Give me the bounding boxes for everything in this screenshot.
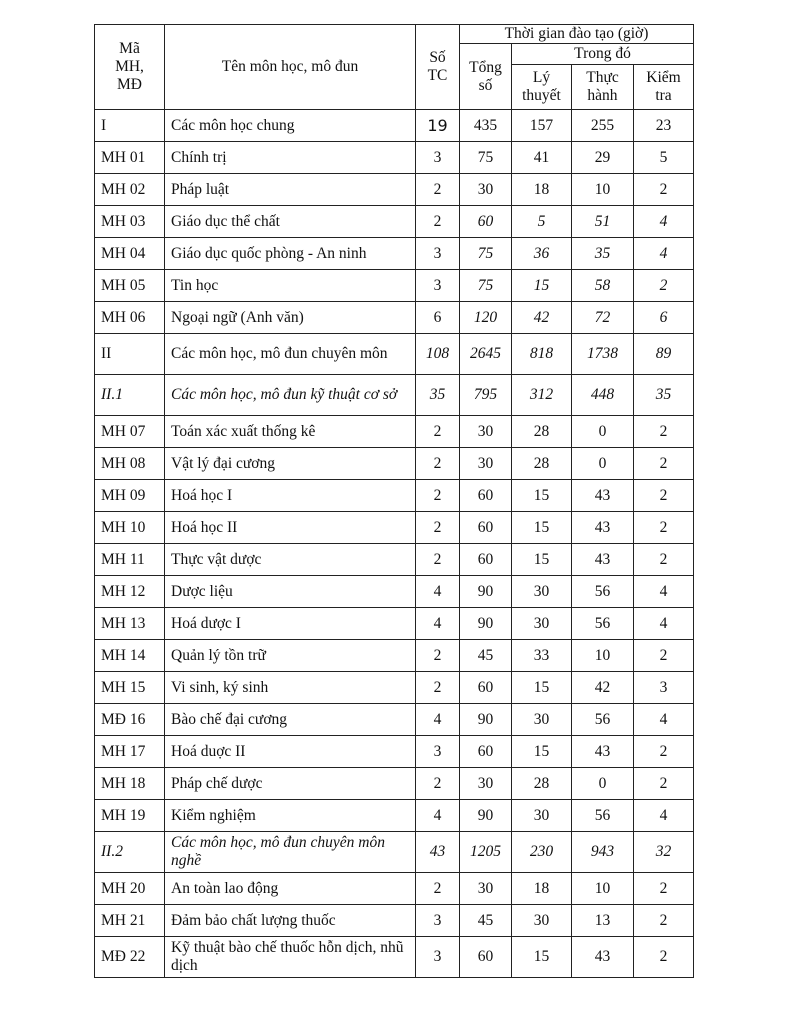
row-exam: 2 bbox=[634, 640, 694, 672]
row-total: 75 bbox=[460, 270, 512, 302]
row-total: 45 bbox=[460, 640, 512, 672]
row-credits: 3 bbox=[416, 238, 460, 270]
table-row bbox=[95, 873, 694, 905]
row-code: MH 11 bbox=[95, 544, 165, 576]
table-row bbox=[95, 800, 694, 832]
row-total: 30 bbox=[460, 768, 512, 800]
row-theory: 33 bbox=[512, 640, 572, 672]
row-exam: 35 bbox=[634, 375, 694, 416]
row-code: MH 10 bbox=[95, 512, 165, 544]
row-name: Ngoại ngữ (Anh văn) bbox=[165, 302, 416, 334]
table-row bbox=[95, 110, 694, 142]
table-row bbox=[95, 608, 694, 640]
row-total: 435 bbox=[460, 110, 512, 142]
row-practice: 0 bbox=[572, 448, 634, 480]
row-practice: 0 bbox=[572, 768, 634, 800]
row-name: Các môn học, mô đun chuyên môn bbox=[165, 334, 416, 375]
row-total: 90 bbox=[460, 800, 512, 832]
row-code: MH 21 bbox=[95, 905, 165, 937]
row-name: Hoá dược I bbox=[165, 608, 416, 640]
row-name: Giáo dục thể chất bbox=[165, 206, 416, 238]
row-practice: 255 bbox=[572, 110, 634, 142]
row-credits: 2 bbox=[416, 480, 460, 512]
row-practice: 10 bbox=[572, 174, 634, 206]
table-row bbox=[95, 238, 694, 270]
table-row bbox=[95, 334, 694, 375]
row-exam: 2 bbox=[634, 416, 694, 448]
row-exam: 4 bbox=[634, 704, 694, 736]
row-practice: 43 bbox=[572, 512, 634, 544]
row-code: II bbox=[95, 334, 165, 375]
table-row bbox=[95, 142, 694, 174]
row-name: Chính trị bbox=[165, 142, 416, 174]
row-theory: 818 bbox=[512, 334, 572, 375]
table-row bbox=[95, 905, 694, 937]
row-name: Vật lý đại cương bbox=[165, 448, 416, 480]
row-name: Hoá học II bbox=[165, 512, 416, 544]
row-code: MH 12 bbox=[95, 576, 165, 608]
row-credits: 4 bbox=[416, 800, 460, 832]
row-total: 60 bbox=[460, 480, 512, 512]
row-credits: 35 bbox=[416, 375, 460, 416]
row-code: MH 20 bbox=[95, 873, 165, 905]
row-name: Kiểm nghiệm bbox=[165, 800, 416, 832]
row-name: Pháp chế dược bbox=[165, 768, 416, 800]
row-theory: 15 bbox=[512, 512, 572, 544]
header-total: Tổng số bbox=[460, 44, 512, 110]
row-total: 1205 bbox=[460, 832, 512, 873]
row-exam: 32 bbox=[634, 832, 694, 873]
row-exam: 2 bbox=[634, 480, 694, 512]
table-row bbox=[95, 375, 694, 416]
row-credits: 3 bbox=[416, 142, 460, 174]
row-code: II.2 bbox=[95, 832, 165, 873]
row-practice: 58 bbox=[572, 270, 634, 302]
row-practice: 56 bbox=[572, 608, 634, 640]
row-practice: 72 bbox=[572, 302, 634, 334]
row-practice: 943 bbox=[572, 832, 634, 873]
row-credits: 3 bbox=[416, 937, 460, 978]
row-total: 120 bbox=[460, 302, 512, 334]
row-theory: 15 bbox=[512, 270, 572, 302]
row-name: An toàn lao động bbox=[165, 873, 416, 905]
row-total: 75 bbox=[460, 238, 512, 270]
row-practice: 1738 bbox=[572, 334, 634, 375]
row-practice: 10 bbox=[572, 873, 634, 905]
table-row bbox=[95, 174, 694, 206]
row-theory: 15 bbox=[512, 672, 572, 704]
row-name: Các môn học, mô đun kỹ thuật cơ sở bbox=[165, 375, 416, 416]
header-of-which: Trong đó bbox=[512, 44, 694, 65]
table-row bbox=[95, 302, 694, 334]
row-code: MH 04 bbox=[95, 238, 165, 270]
row-credits: 2 bbox=[416, 206, 460, 238]
row-credits: 4 bbox=[416, 704, 460, 736]
row-exam: 89 bbox=[634, 334, 694, 375]
row-code: MH 13 bbox=[95, 608, 165, 640]
row-credits: 3 bbox=[416, 736, 460, 768]
row-name: Giáo dục quốc phòng - An ninh bbox=[165, 238, 416, 270]
row-code: MH 08 bbox=[95, 448, 165, 480]
row-credits: 2 bbox=[416, 512, 460, 544]
row-code: MH 09 bbox=[95, 480, 165, 512]
table-row bbox=[95, 768, 694, 800]
row-credits: 4 bbox=[416, 576, 460, 608]
row-exam: 4 bbox=[634, 800, 694, 832]
row-exam: 23 bbox=[634, 110, 694, 142]
row-theory: 15 bbox=[512, 937, 572, 978]
table-row bbox=[95, 672, 694, 704]
row-code: MH 06 bbox=[95, 302, 165, 334]
row-credits: 2 bbox=[416, 448, 460, 480]
row-exam: 2 bbox=[634, 873, 694, 905]
row-practice: 29 bbox=[572, 142, 634, 174]
header-training-time: Thời gian đào tạo (giờ) bbox=[460, 25, 694, 44]
row-theory: 41 bbox=[512, 142, 572, 174]
row-exam: 4 bbox=[634, 576, 694, 608]
header-code: Mã MH, MĐ bbox=[95, 25, 165, 110]
row-exam: 2 bbox=[634, 544, 694, 576]
table-row bbox=[95, 937, 694, 978]
row-practice: 56 bbox=[572, 576, 634, 608]
row-exam: 2 bbox=[634, 905, 694, 937]
row-total: 45 bbox=[460, 905, 512, 937]
row-practice: 35 bbox=[572, 238, 634, 270]
row-total: 60 bbox=[460, 937, 512, 978]
row-theory: 18 bbox=[512, 174, 572, 206]
row-exam: 2 bbox=[634, 937, 694, 978]
row-practice: 56 bbox=[572, 800, 634, 832]
row-name: Hoá học I bbox=[165, 480, 416, 512]
row-name: Quản lý tồn trữ bbox=[165, 640, 416, 672]
row-code: I bbox=[95, 110, 165, 142]
row-practice: 56 bbox=[572, 704, 634, 736]
header-name: Tên môn học, mô đun bbox=[165, 25, 416, 110]
row-theory: 30 bbox=[512, 576, 572, 608]
row-credits: 2 bbox=[416, 416, 460, 448]
header-practice: Thực hành bbox=[572, 65, 634, 110]
row-exam: 6 bbox=[634, 302, 694, 334]
header-exam: Kiểm tra bbox=[634, 65, 694, 110]
row-practice: 42 bbox=[572, 672, 634, 704]
row-credits: 2 bbox=[416, 768, 460, 800]
row-total: 30 bbox=[460, 416, 512, 448]
row-code: MH 02 bbox=[95, 174, 165, 206]
row-name: Bào chế đại cương bbox=[165, 704, 416, 736]
row-total: 30 bbox=[460, 174, 512, 206]
row-theory: 15 bbox=[512, 544, 572, 576]
row-exam: 2 bbox=[634, 270, 694, 302]
table-row bbox=[95, 270, 694, 302]
row-exam: 2 bbox=[634, 512, 694, 544]
row-credits: 2 bbox=[416, 640, 460, 672]
row-practice: 43 bbox=[572, 544, 634, 576]
table-row bbox=[95, 832, 694, 873]
table-row bbox=[95, 576, 694, 608]
table-header bbox=[95, 25, 694, 110]
row-credits: 108 bbox=[416, 334, 460, 375]
row-name: Thực vật dược bbox=[165, 544, 416, 576]
table-row bbox=[95, 206, 694, 238]
table-row bbox=[95, 544, 694, 576]
row-exam: 2 bbox=[634, 448, 694, 480]
row-total: 90 bbox=[460, 608, 512, 640]
row-total: 60 bbox=[460, 512, 512, 544]
row-name: Toán xác xuất thống kê bbox=[165, 416, 416, 448]
curriculum-table bbox=[94, 24, 694, 978]
row-theory: 30 bbox=[512, 608, 572, 640]
row-name: Kỹ thuật bào chế thuốc hỗn dịch, nhũ dịch bbox=[165, 937, 416, 978]
row-total: 60 bbox=[460, 672, 512, 704]
row-credits: 3 bbox=[416, 270, 460, 302]
row-total: 60 bbox=[460, 544, 512, 576]
row-name: Hoá duợc II bbox=[165, 736, 416, 768]
table-row bbox=[95, 640, 694, 672]
row-code: MH 01 bbox=[95, 142, 165, 174]
row-theory: 28 bbox=[512, 768, 572, 800]
row-credits: 43 bbox=[416, 832, 460, 873]
row-theory: 230 bbox=[512, 832, 572, 873]
row-total: 90 bbox=[460, 704, 512, 736]
row-total: 60 bbox=[460, 736, 512, 768]
row-total: 30 bbox=[460, 873, 512, 905]
row-exam: 2 bbox=[634, 174, 694, 206]
row-name: Đảm bảo chất lượng thuốc bbox=[165, 905, 416, 937]
row-code: MH 17 bbox=[95, 736, 165, 768]
row-credits: 19 bbox=[416, 110, 460, 142]
table-row bbox=[95, 480, 694, 512]
row-credits: 6 bbox=[416, 302, 460, 334]
table-row bbox=[95, 704, 694, 736]
row-theory: 30 bbox=[512, 905, 572, 937]
row-exam: 4 bbox=[634, 608, 694, 640]
row-theory: 312 bbox=[512, 375, 572, 416]
row-code: MH 15 bbox=[95, 672, 165, 704]
row-exam: 4 bbox=[634, 238, 694, 270]
table-body bbox=[95, 110, 694, 978]
row-name: Các môn học chung bbox=[165, 110, 416, 142]
row-theory: 30 bbox=[512, 800, 572, 832]
row-exam: 5 bbox=[634, 142, 694, 174]
row-theory: 36 bbox=[512, 238, 572, 270]
row-name: Dược liệu bbox=[165, 576, 416, 608]
row-theory: 28 bbox=[512, 448, 572, 480]
row-practice: 10 bbox=[572, 640, 634, 672]
row-code: MĐ 22 bbox=[95, 937, 165, 978]
row-name: Vi sinh, ký sinh bbox=[165, 672, 416, 704]
header-credits: Số TC bbox=[416, 25, 460, 110]
row-code: MH 14 bbox=[95, 640, 165, 672]
row-exam: 3 bbox=[634, 672, 694, 704]
row-total: 60 bbox=[460, 206, 512, 238]
row-theory: 15 bbox=[512, 736, 572, 768]
row-credits: 2 bbox=[416, 174, 460, 206]
row-name: Pháp luật bbox=[165, 174, 416, 206]
table-row bbox=[95, 416, 694, 448]
row-total: 2645 bbox=[460, 334, 512, 375]
row-code: MH 19 bbox=[95, 800, 165, 832]
row-practice: 0 bbox=[572, 416, 634, 448]
row-name: Các môn học, mô đun chuyên môn nghề bbox=[165, 832, 416, 873]
table-row bbox=[95, 512, 694, 544]
row-practice: 43 bbox=[572, 937, 634, 978]
row-credits: 4 bbox=[416, 608, 460, 640]
row-credits: 2 bbox=[416, 873, 460, 905]
row-theory: 157 bbox=[512, 110, 572, 142]
row-theory: 18 bbox=[512, 873, 572, 905]
row-practice: 43 bbox=[572, 480, 634, 512]
row-theory: 30 bbox=[512, 704, 572, 736]
row-exam: 4 bbox=[634, 206, 694, 238]
row-code: II.1 bbox=[95, 375, 165, 416]
row-theory: 28 bbox=[512, 416, 572, 448]
row-practice: 51 bbox=[572, 206, 634, 238]
row-theory: 15 bbox=[512, 480, 572, 512]
row-total: 75 bbox=[460, 142, 512, 174]
row-theory: 5 bbox=[512, 206, 572, 238]
row-code: MH 18 bbox=[95, 768, 165, 800]
row-practice: 448 bbox=[572, 375, 634, 416]
row-name: Tin học bbox=[165, 270, 416, 302]
header-theory: Lý thuyết bbox=[512, 65, 572, 110]
row-code: MĐ 16 bbox=[95, 704, 165, 736]
row-credits: 3 bbox=[416, 905, 460, 937]
row-credits: 2 bbox=[416, 544, 460, 576]
row-practice: 13 bbox=[572, 905, 634, 937]
row-total: 795 bbox=[460, 375, 512, 416]
row-credits: 2 bbox=[416, 672, 460, 704]
row-exam: 2 bbox=[634, 736, 694, 768]
table-row bbox=[95, 736, 694, 768]
row-practice: 43 bbox=[572, 736, 634, 768]
row-total: 90 bbox=[460, 576, 512, 608]
row-theory: 42 bbox=[512, 302, 572, 334]
row-total: 30 bbox=[460, 448, 512, 480]
row-code: MH 03 bbox=[95, 206, 165, 238]
row-exam: 2 bbox=[634, 768, 694, 800]
row-code: MH 05 bbox=[95, 270, 165, 302]
table-row bbox=[95, 448, 694, 480]
row-code: MH 07 bbox=[95, 416, 165, 448]
